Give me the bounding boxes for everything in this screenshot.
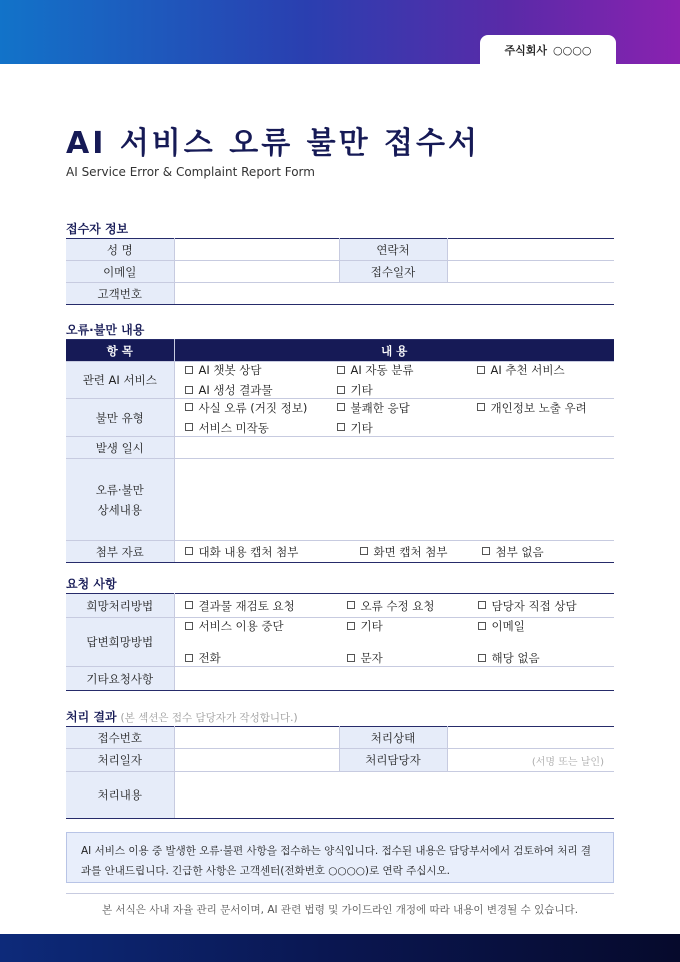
checkbox-option[interactable]: 대화 내용 캡처 첨부 (185, 544, 360, 560)
checkbox-option[interactable]: 불쾌한 응답 (337, 400, 477, 416)
result-table (66, 726, 614, 819)
email-field[interactable] (174, 261, 339, 283)
checkbox-icon (185, 654, 193, 662)
footer-note: 본 서식은 사내 자율 관리 문서이며, AI 관련 법령 및 가이드라인 개정에 따라 내용이 변경될 수 있습니다. (101, 904, 579, 916)
page-title: AI 서비스 오류 불만 접수서 (66, 126, 480, 161)
checkbox-icon (185, 547, 193, 555)
label-contact: 연락처 (339, 239, 447, 261)
label-email: 이메일 (66, 261, 174, 283)
label-status: 처리상태 (339, 727, 447, 749)
label-receipt-no: 접수번호 (66, 727, 174, 749)
handling-options (185, 598, 605, 614)
receipt-no-field[interactable] (174, 727, 339, 749)
section-title-request: 요청 사항 (66, 577, 117, 591)
checkbox-option[interactable]: 기타 (337, 420, 477, 436)
company-name: ○○○○ (553, 43, 592, 57)
label-attachment: 첨부 자료 (66, 541, 174, 563)
checkbox-option[interactable]: 첨부 없음 (482, 544, 544, 560)
checkbox-option[interactable]: AI 생성 결과물 (185, 382, 337, 398)
label-other-request: 기타요청사항 (66, 667, 174, 691)
checkbox-icon (185, 601, 193, 609)
checkbox-icon (360, 547, 368, 555)
label-customer-no: 고객번호 (66, 283, 174, 305)
name-field[interactable] (174, 239, 339, 261)
checkbox-option[interactable]: 화면 캡처 첨부 (360, 544, 482, 560)
received-date-field[interactable] (447, 261, 614, 283)
checkbox-option[interactable]: 담당자 직접 상담 (478, 598, 605, 614)
checkbox-option[interactable]: 해당 없음 (478, 650, 605, 666)
label-processed-date: 처리일자 (66, 749, 174, 772)
checkbox-icon (347, 622, 355, 630)
related-service-options (185, 362, 605, 398)
checkbox-icon (337, 366, 345, 374)
checkbox-icon (347, 601, 355, 609)
checkbox-icon (478, 601, 486, 609)
label-complaint-type: 불만 유형 (66, 399, 174, 437)
checkbox-option[interactable]: 개인정보 노출 우려 (477, 400, 605, 416)
footer-divider (66, 893, 614, 894)
checkbox-icon (185, 403, 193, 411)
checkbox-option[interactable]: 서비스 미작동 (185, 420, 337, 436)
company-label: 주식회사 (504, 44, 548, 57)
checkbox-icon (477, 403, 485, 411)
occurred-at-field[interactable] (174, 437, 614, 459)
checkbox-icon (185, 423, 193, 431)
label-related-service: 관련 AI 서비스 (66, 362, 174, 399)
company-tab (480, 35, 616, 65)
checkbox-icon (347, 654, 355, 662)
label-occurred-at: 발생 일시 (66, 437, 174, 459)
checkbox-option[interactable]: 사실 오류 (거짓 정보) (185, 400, 337, 416)
label-received-date: 접수일자 (339, 261, 447, 283)
complaint-type-options (185, 400, 605, 436)
status-field[interactable] (447, 727, 614, 749)
other-request-field[interactable] (174, 667, 614, 691)
checkbox-option[interactable]: 오류 수정 요청 (347, 598, 478, 614)
checkbox-icon (482, 547, 490, 555)
handler-sign-field[interactable]: (서명 또는 날인) (447, 749, 614, 772)
label-detail: 오류·불만 상세내용 (66, 459, 174, 541)
label-desired-handling: 희망처리방법 (66, 594, 174, 618)
detail-textarea[interactable] (174, 459, 614, 541)
checkbox-option[interactable]: 결과물 재검토 요청 (185, 598, 347, 614)
request-table (66, 593, 614, 691)
checkbox-icon (337, 403, 345, 411)
checkbox-option[interactable]: 이메일 (478, 618, 605, 634)
result-note: (본 섹션은 접수 담당자가 작성합니다.) (120, 712, 298, 724)
checkbox-icon (337, 423, 345, 431)
header-item: 항 목 (66, 340, 174, 362)
checkbox-icon (478, 622, 486, 630)
section-title-complaint: 오류·불만 내용 (66, 323, 145, 337)
page-subtitle: AI Service Error & Complaint Report Form (66, 165, 315, 179)
label-handler: 처리담당자 (339, 749, 447, 772)
checkbox-icon (185, 366, 193, 374)
reply-options (185, 618, 605, 666)
checkbox-option[interactable]: 기타 (337, 382, 477, 398)
checkbox-icon (185, 622, 193, 630)
info-box: AI 서비스 이용 중 발생한 오류·불편 사항을 접수하는 양식입니다. 접수된 내용은 담당부서에서 검토하여 처리 결과를 안내드립니다. 긴급한 사항은 고객센터(전화번호 ○○○○)로 연락 주십시오. (66, 832, 614, 883)
checkbox-icon (337, 386, 345, 394)
processed-date-field[interactable] (174, 749, 339, 772)
checkbox-option[interactable]: 문자 (347, 650, 478, 666)
header-content: 내 용 (174, 340, 614, 362)
section-title-result: 처리 결과 (본 섹션은 접수 담당자가 작성합니다.) (66, 710, 298, 724)
label-reply-method: 답변희망방법 (66, 618, 174, 667)
label-name: 성 명 (66, 239, 174, 261)
checkbox-option[interactable]: AI 추천 서비스 (477, 362, 605, 378)
content-field[interactable] (174, 772, 614, 819)
checkbox-option[interactable]: 서비스 이용 중단 (185, 618, 347, 634)
label-content: 처리내용 (66, 772, 174, 819)
customer-no-field[interactable] (174, 283, 614, 305)
complaint-table (66, 339, 614, 563)
section-title-receiver: 접수자 정보 (66, 222, 129, 236)
checkbox-icon (477, 366, 485, 374)
checkbox-option[interactable]: 기타 (347, 618, 478, 634)
checkbox-icon (478, 654, 486, 662)
checkbox-option[interactable]: AI 챗봇 상담 (185, 362, 337, 378)
footer-band (0, 934, 680, 962)
checkbox-option[interactable]: 전화 (185, 650, 347, 666)
receiver-table (66, 238, 614, 305)
contact-field[interactable] (447, 239, 614, 261)
checkbox-icon (185, 386, 193, 394)
attachment-options (185, 544, 605, 560)
checkbox-option[interactable]: AI 자동 분류 (337, 362, 477, 378)
